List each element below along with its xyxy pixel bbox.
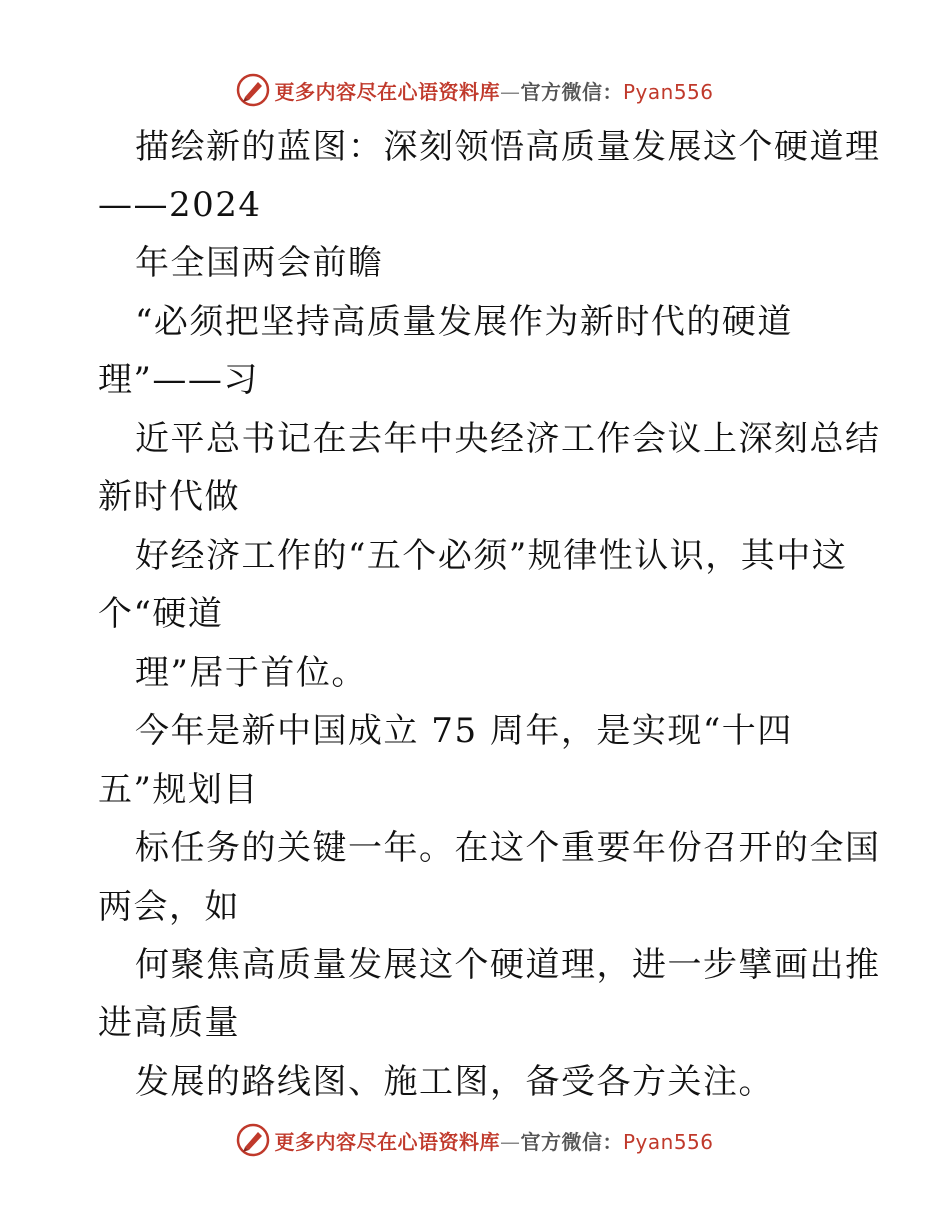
text-line: 今年是新中国成立 75 周年，是实现“十四 (135, 711, 793, 751)
text-line: 近平总书记在去年中央经济工作会议上深刻总结 (135, 419, 881, 459)
text-line: 年全国两会前瞻 (135, 243, 384, 283)
banner-official-text: 官方微信： (520, 79, 623, 104)
text-line: 理”——习 (98, 360, 259, 400)
text-line: 描绘新的蓝图：深刻领悟高质量发展这个硬道理 (135, 127, 881, 167)
header-banner (0, 70, 950, 110)
footer-banner (0, 1120, 950, 1160)
text-line: 进高质量 (98, 1003, 240, 1043)
text-line: 两会，如 (98, 887, 240, 927)
text-line: 何聚焦高质量发展这个硬道理，进一步擘画出推 (135, 945, 881, 985)
text-line: 五”规划目 (98, 770, 259, 810)
text-line: 好经济工作的“五个必须”规律性认识，其中这 (135, 536, 848, 576)
text-line: ——2024 (98, 185, 262, 225)
banner-wechat-id: Pyan556 (622, 1129, 714, 1154)
text-line: 理”居于首位。 (135, 653, 367, 693)
banner-library-text: 更多内容尽在心语资料库 (274, 79, 500, 104)
pen-nib-logo-icon (236, 1123, 270, 1157)
text-line: 发展的路线图、施工图，备受各方关注。 (135, 1062, 774, 1102)
pen-nib-logo-icon (236, 73, 270, 107)
banner-official-text: 官方微信： (520, 1129, 623, 1154)
banner-separator: — (499, 1129, 521, 1154)
text-line: 新时代做 (98, 477, 240, 517)
text-line: 个“硬道 (98, 594, 224, 634)
text-line: “必须把坚持高质量发展作为新时代的硬道 (135, 302, 793, 342)
banner-separator: — (499, 79, 521, 104)
text-line: 标任务的关键一年。在这个重要年份召开的全国 (135, 828, 881, 868)
banner-wechat-id: Pyan556 (622, 79, 714, 104)
banner-library-text: 更多内容尽在心语资料库 (274, 1129, 500, 1154)
